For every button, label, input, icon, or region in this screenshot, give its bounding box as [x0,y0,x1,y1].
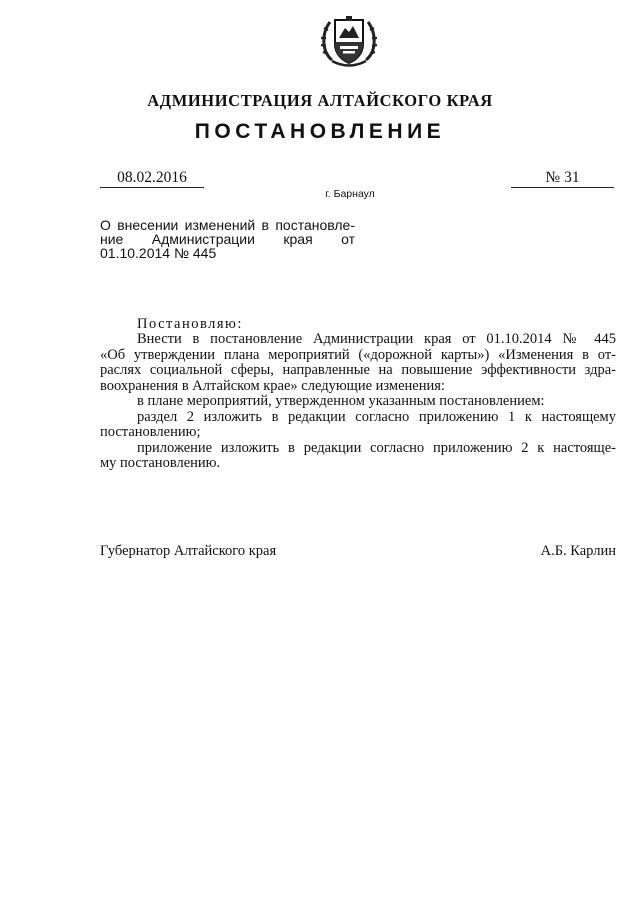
signatory-title: Губернатор Алтайского края [100,543,277,559]
document-body [100,332,616,472]
subject-line: О внесении изменений в постановле- [100,217,355,233]
body-line: постановлению; [100,424,201,440]
coat-of-arms-emblem-icon [318,10,380,70]
document-type-heading: ПОСТАНОВЛЕНИЕ [194,120,446,143]
document-city: г. Барнаул [325,188,375,200]
document-subject [100,218,355,260]
body-line: раздел 2 изложить в редакции согласно приложению 1 к настоящему [137,408,616,425]
document-date: 08.02.2016 [100,169,204,188]
subject-line: 01.10.2014 № 445 [100,245,217,261]
signatory-name: А.Б. Карлин [540,543,616,559]
body-line: приложение изложить в редакции согласно приложению 2 к настояще- [137,439,616,456]
decree-word: Постановляю: [137,316,243,332]
document-number: № 31 [511,169,614,188]
body-line: раслях социальной сферы, направленные на повышение эффективности здра- [100,362,616,378]
body-line: в плане мероприятий, утвержденном указанным постановлением: [137,393,545,409]
body-line: му постановлению. [100,455,221,471]
subject-line: ние Администрации края от [100,231,355,247]
body-line: воохранения в Алтайском крае» следующие изменения: [100,377,445,394]
body-line: Внести в постановление Администрации края от 01.10.2014 № 445 [137,331,616,347]
organization-title: АДМИНИСТРАЦИЯ АЛТАЙСКОГО КРАЯ [147,91,493,110]
body-line: «Об утверждении плана мероприятий («дорожной карты») «Изменения в от- [100,346,616,363]
